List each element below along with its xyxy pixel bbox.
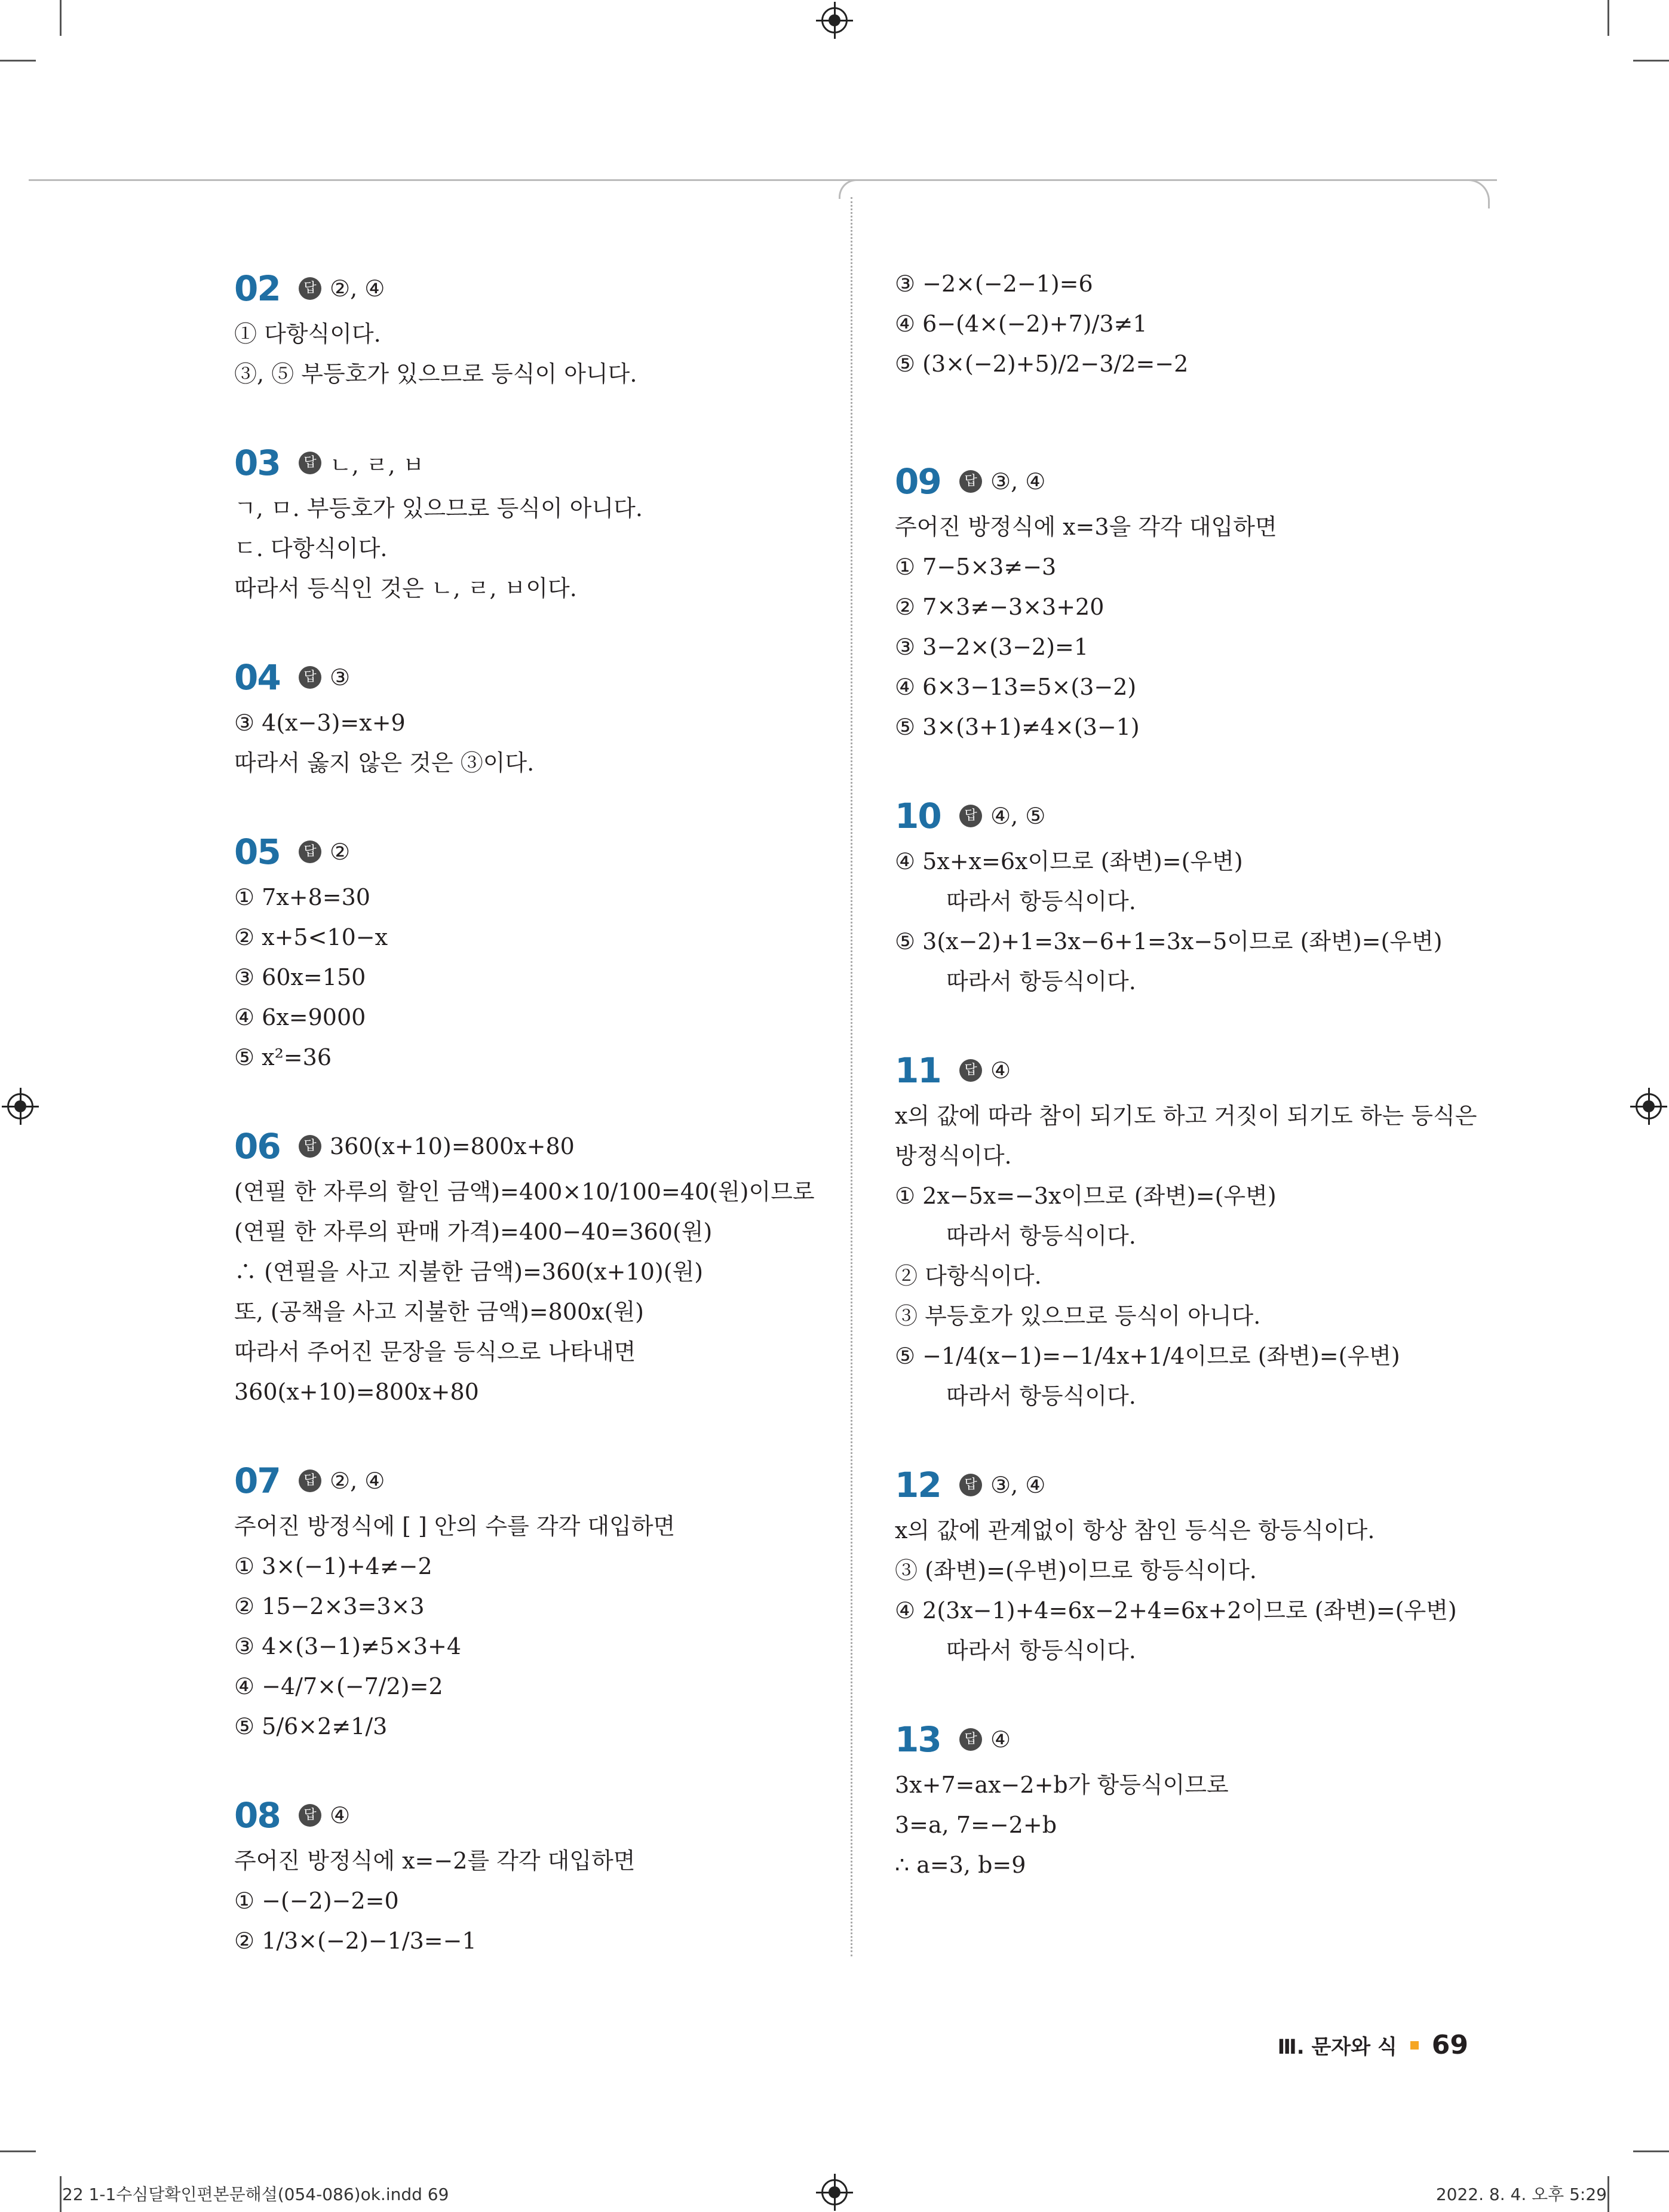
footer-square-icon [1410,2041,1419,2050]
crop-mark [60,0,62,36]
problem-header [895,1714,1492,1765]
registration-mark-icon [821,2179,848,2205]
problem-header [234,437,820,489]
problem-08-continued [895,264,1492,384]
solution-line: ④ 6−(4×(−2)+7)/3≠1 [895,311,1148,337]
solution-line: ⑤ 3(x−2)+1=3x−6+1=3x−5이므로 (좌변)=(우변) [895,928,1443,955]
crop-mark [0,2150,36,2152]
problem-header [234,263,820,314]
right-column [895,264,1492,1928]
problem-header [234,1455,820,1507]
problem-number: 06 [234,1126,280,1167]
answer-badge-icon: 답 [299,1804,321,1827]
solution-line: (연필 한 자루의 할인 금액)=400×10/100=40(원)이므로 [234,1179,815,1205]
solution-line: ② 다항식이다. [895,1263,1042,1289]
registration-mark-icon [7,1093,33,1119]
solution-line: 따라서 항등식이다. [946,1637,1136,1664]
solution-line: ④ −4/7×(−7/2)=2 [234,1673,443,1699]
answer-badge-icon: 답 [299,452,321,474]
answer-badge-icon: 답 [959,805,982,827]
problem-header [234,652,820,703]
problem-09 [895,456,1492,747]
solution-line: ④ 6x=9000 [234,1004,366,1030]
solution-line: ③ 60x=150 [234,964,366,990]
solution-line: 따라서 항등식이다. [946,888,1136,915]
print-slug-date: 2022. 8. 4. 오후 5:29 [1435,2185,1607,2204]
solution-line: ⑤ −1/4(x−1)=−1/4x+1/4이므로 (좌변)=(우변) [895,1343,1400,1369]
answer-text: ④, ⑤ [990,803,1046,829]
solution-line: ① −(−2)−2=0 [234,1888,399,1914]
solution-line: ⑤ 5/6×2≠1/3 [234,1713,388,1739]
solution-line: ∴ a=3, b=9 [895,1852,1026,1878]
solution-line: 3x+7=ax−2+b가 항등식이므로 [895,1772,1229,1798]
solution-line: ③ 4(x−3)=x+9 [234,710,406,736]
problem-11 [895,1045,1492,1416]
solution-line: ③ (좌변)=(우변)이므로 항등식이다. [895,1557,1257,1584]
solution-line: 따라서 항등식이다. [946,968,1136,995]
solution-line: ③, ⑤ 부등호가 있으므로 등식이 아니다. [234,361,637,387]
problem-header [895,790,1492,842]
print-slug-file: 22 1-1수심달확인편본문해설(054-086)ok.indd 69 [62,2185,449,2204]
solution-line: ③ 3−2×(3−2)=1 [895,634,1089,660]
solution-line: ② 15−2×3=3×3 [234,1593,425,1619]
solution-line: 따라서 등식인 것은 ㄴ, ㄹ, ㅂ이다. [234,575,577,602]
solution-line: ⑤ (3×(−2)+5)/2−3/2=−2 [895,351,1189,377]
section-title: Ⅲ. 문자와 식 [1277,2035,1397,2059]
solution-line: 또, (공책을 사고 지불한 금액)=800x(원) [234,1299,644,1325]
left-column [234,263,820,2004]
solution-line: ㄷ. 다항식이다. [234,535,388,562]
crop-mark [1633,60,1669,62]
problem-13 [895,1714,1492,1885]
crop-mark [1607,2176,1609,2212]
answer-badge-icon: 답 [959,470,982,493]
problem-number: 08 [234,1795,280,1836]
solution-line: ② 7×3≠−3×3+20 [895,594,1105,620]
answer-text: 360(x+10)=800x+80 [330,1133,575,1159]
page-number: 69 [1431,2030,1468,2060]
solution-line: ③ 부등호가 있으므로 등식이 아니다. [895,1303,1261,1329]
solution-line: ③ 4×(3−1)≠5×3+4 [234,1633,462,1659]
solution-line: ㄱ, ㅁ. 부등호가 있으므로 등식이 아니다. [234,495,643,521]
problem-number: 13 [895,1719,941,1760]
solution-line: ⑤ x²=36 [234,1044,332,1070]
problem-number: 10 [895,796,941,836]
registration-mark-icon [821,7,848,33]
problem-02 [234,263,820,394]
answer-text: ④ [990,1726,1011,1753]
answer-text: ② [330,839,351,865]
problem-number: 09 [895,461,941,502]
answer-text: ④ [990,1057,1011,1084]
problem-12 [895,1459,1492,1671]
solution-line: ① 7x+8=30 [234,884,370,910]
crop-mark [0,60,36,62]
answer-badge-icon: 답 [959,1474,982,1496]
problem-number: 05 [234,832,280,872]
solution-line: ① 7−5×3≠−3 [895,554,1057,580]
answer-badge-icon: 답 [959,1059,982,1082]
solution-line: 주어진 방정식에 x=3을 각각 대입하면 [895,514,1277,540]
solution-line: 주어진 방정식에 x=−2를 각각 대입하면 [234,1848,636,1874]
problem-04 [234,652,820,783]
crop-mark [1607,0,1609,36]
problem-header [234,826,820,878]
answer-badge-icon: 답 [959,1728,982,1751]
answer-badge-icon: 답 [299,1469,321,1492]
problem-header [234,1790,820,1841]
answer-badge-icon: 답 [299,840,321,863]
solution-line: ④ 2(3x−1)+4=6x−2+4=6x+2이므로 (좌변)=(우변) [895,1597,1457,1624]
answer-badge-icon: 답 [299,666,321,689]
answer-text: ㄴ, ㄹ, ㅂ [330,452,425,478]
problem-header [895,1045,1492,1096]
problem-08 [234,1790,820,1961]
solution-line: ② 1/3×(−2)−1/3=−1 [234,1928,477,1954]
problem-10 [895,790,1492,1002]
solution-line: (연필 한 자루의 판매 가격)=400−40=360(원) [234,1219,713,1245]
page-frame-top [29,179,1497,181]
problem-number: 07 [234,1461,280,1501]
solution-line: ① 2x−5x=−3x이므로 (좌변)=(우변) [895,1183,1277,1209]
answer-text: ④ [330,1802,351,1828]
crop-mark [1633,2150,1669,2152]
problem-number: 12 [895,1465,941,1505]
solution-line: ⑤ 3×(3+1)≠4×(3−1) [895,714,1140,740]
solution-line: 3=a, 7=−2+b [895,1812,1057,1838]
answer-text: ③, ④ [990,1472,1046,1498]
problem-header [895,456,1492,507]
page-frame-notch [839,179,862,199]
crop-mark [60,2176,62,2212]
answer-text: ②, ④ [330,275,385,302]
solution-line: x의 값에 따라 참이 되기도 하고 거짓이 되기도 하는 등식은 [895,1103,1477,1129]
answer-badge-icon: 답 [299,277,321,300]
solution-line: 360(x+10)=800x+80 [234,1379,479,1405]
answer-text: ②, ④ [330,1468,385,1494]
solution-line: 따라서 항등식이다. [946,1383,1136,1409]
page-frame-corner [1466,179,1490,208]
solution-line: ② x+5<10−x [234,924,388,950]
problem-header [234,1121,820,1172]
solution-line: 따라서 항등식이다. [946,1223,1136,1249]
problem-06 [234,1121,820,1412]
solution-line: ③ −2×(−2−1)=6 [895,271,1093,297]
answer-text: ③ [330,664,351,691]
problem-number: 02 [234,268,280,309]
column-divider [851,197,852,1956]
solution-line: ① 3×(−1)+4≠−2 [234,1553,432,1579]
answer-text: ③, ④ [990,468,1046,495]
solution-line: 따라서 옳지 않은 것은 ③이다. [234,750,535,776]
problem-number: 04 [234,657,280,698]
solution-line: ④ 6×3−13=5×(3−2) [895,674,1137,700]
solution-line: 주어진 방정식에 [ ] 안의 수를 각각 대입하면 [234,1513,676,1539]
solution-line: 방정식이다. [895,1143,1012,1169]
registration-mark-icon [1636,1093,1662,1119]
solution-line: ① 다항식이다. [234,321,381,347]
problem-header [895,1459,1492,1511]
problem-03 [234,437,820,609]
page-footer [1278,2030,1468,2060]
solution-line: ④ 5x+x=6x이므로 (좌변)=(우변) [895,848,1243,875]
problem-07 [234,1455,820,1747]
problem-number: 03 [234,443,280,483]
problem-05 [234,826,820,1078]
solution-line: x의 값에 관계없이 항상 참인 등식은 항등식이다. [895,1517,1375,1544]
problem-number: 11 [895,1050,941,1091]
solution-line: ∴ (연필을 사고 지불한 금액)=360(x+10)(원) [234,1259,704,1285]
answer-badge-icon: 답 [299,1135,321,1158]
solution-line: 따라서 주어진 문장을 등식으로 나타내면 [234,1339,636,1365]
